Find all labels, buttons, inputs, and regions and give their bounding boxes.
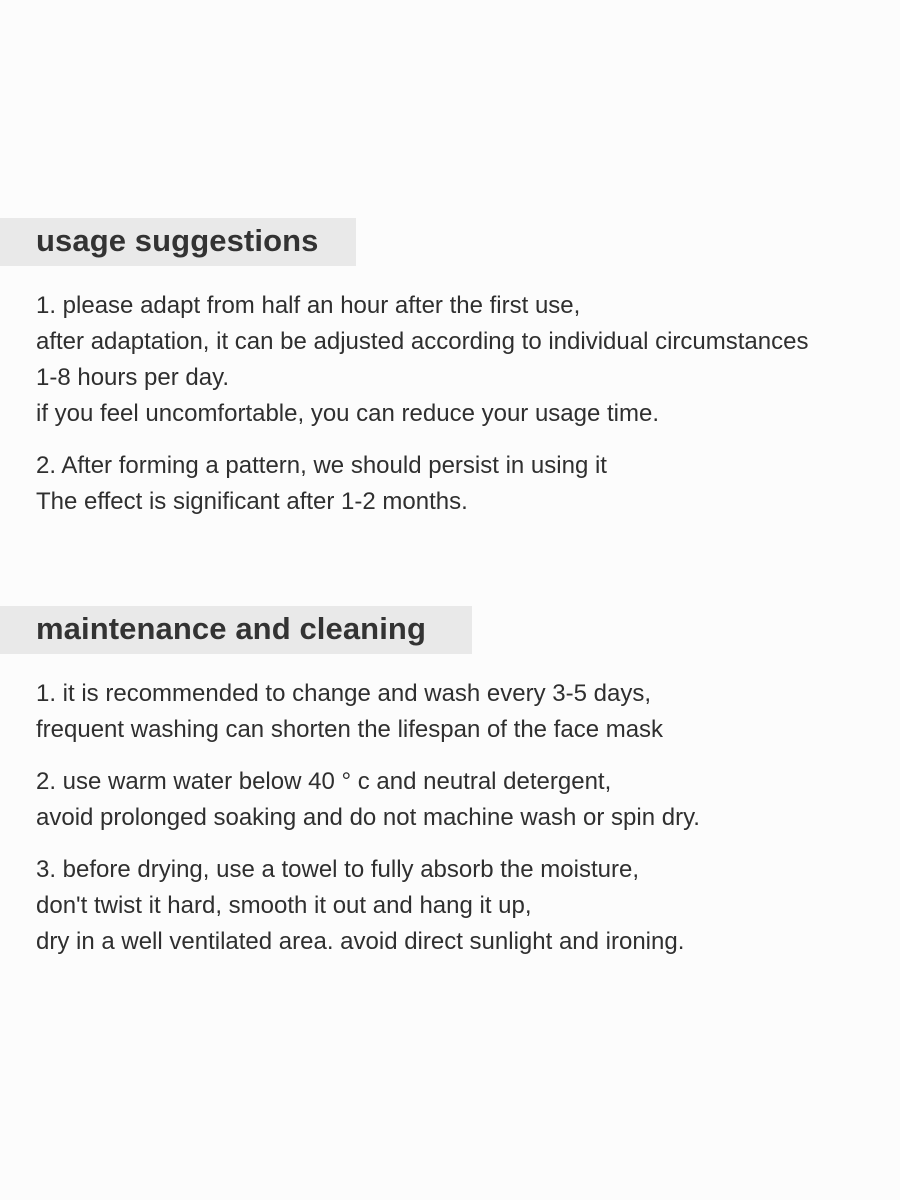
maintenance-heading: maintenance and cleaning <box>36 611 427 646</box>
maintenance-item-1-line-1: 1. it is recommended to change and wash every 3-5 days, <box>36 680 651 707</box>
usage-suggestions-section <box>0 218 900 536</box>
maintenance-item-3-line-2: don't twist it hard, smooth it out and hang it up, <box>36 892 532 919</box>
usage-item-1-line-4: if you feel uncomfortable, you can reduce your usage time. <box>36 400 660 427</box>
usage-heading: usage suggestions <box>36 223 319 258</box>
maintenance-items <box>0 676 900 960</box>
usage-items <box>0 288 900 520</box>
maintenance-item-3 <box>36 852 880 960</box>
usage-item-2 <box>36 448 880 520</box>
maintenance-item-1 <box>36 676 880 748</box>
maintenance-item-2-line-2: avoid prolonged soaking and do not machine wash or spin dry. <box>36 804 700 831</box>
usage-heading-bar <box>0 218 356 266</box>
usage-item-1-line-1: 1. please adapt from half an hour after the first use, <box>36 292 581 319</box>
maintenance-item-3-line-1: 3. before drying, use a towel to fully absorb the moisture, <box>36 856 639 883</box>
maintenance-cleaning-section <box>0 606 900 976</box>
usage-item-1-line-3: 1-8 hours per day. <box>36 364 229 391</box>
maintenance-item-2 <box>36 764 880 836</box>
usage-item-2-line-2: The effect is significant after 1-2 months. <box>36 488 468 515</box>
usage-item-1 <box>36 288 880 432</box>
maintenance-item-2-line-1: 2. use warm water below 40 ° c and neutral detergent, <box>36 768 612 795</box>
maintenance-heading-bar <box>0 606 472 654</box>
maintenance-item-3-line-3: dry in a well ventilated area. avoid direct sunlight and ironing. <box>36 928 685 955</box>
maintenance-item-1-line-2: frequent washing can shorten the lifespan of the face mask <box>36 716 664 743</box>
usage-item-1-line-2: after adaptation, it can be adjusted according to individual circumstances <box>36 328 809 355</box>
usage-item-2-line-1: 2. After forming a pattern, we should persist in using it <box>36 452 607 479</box>
